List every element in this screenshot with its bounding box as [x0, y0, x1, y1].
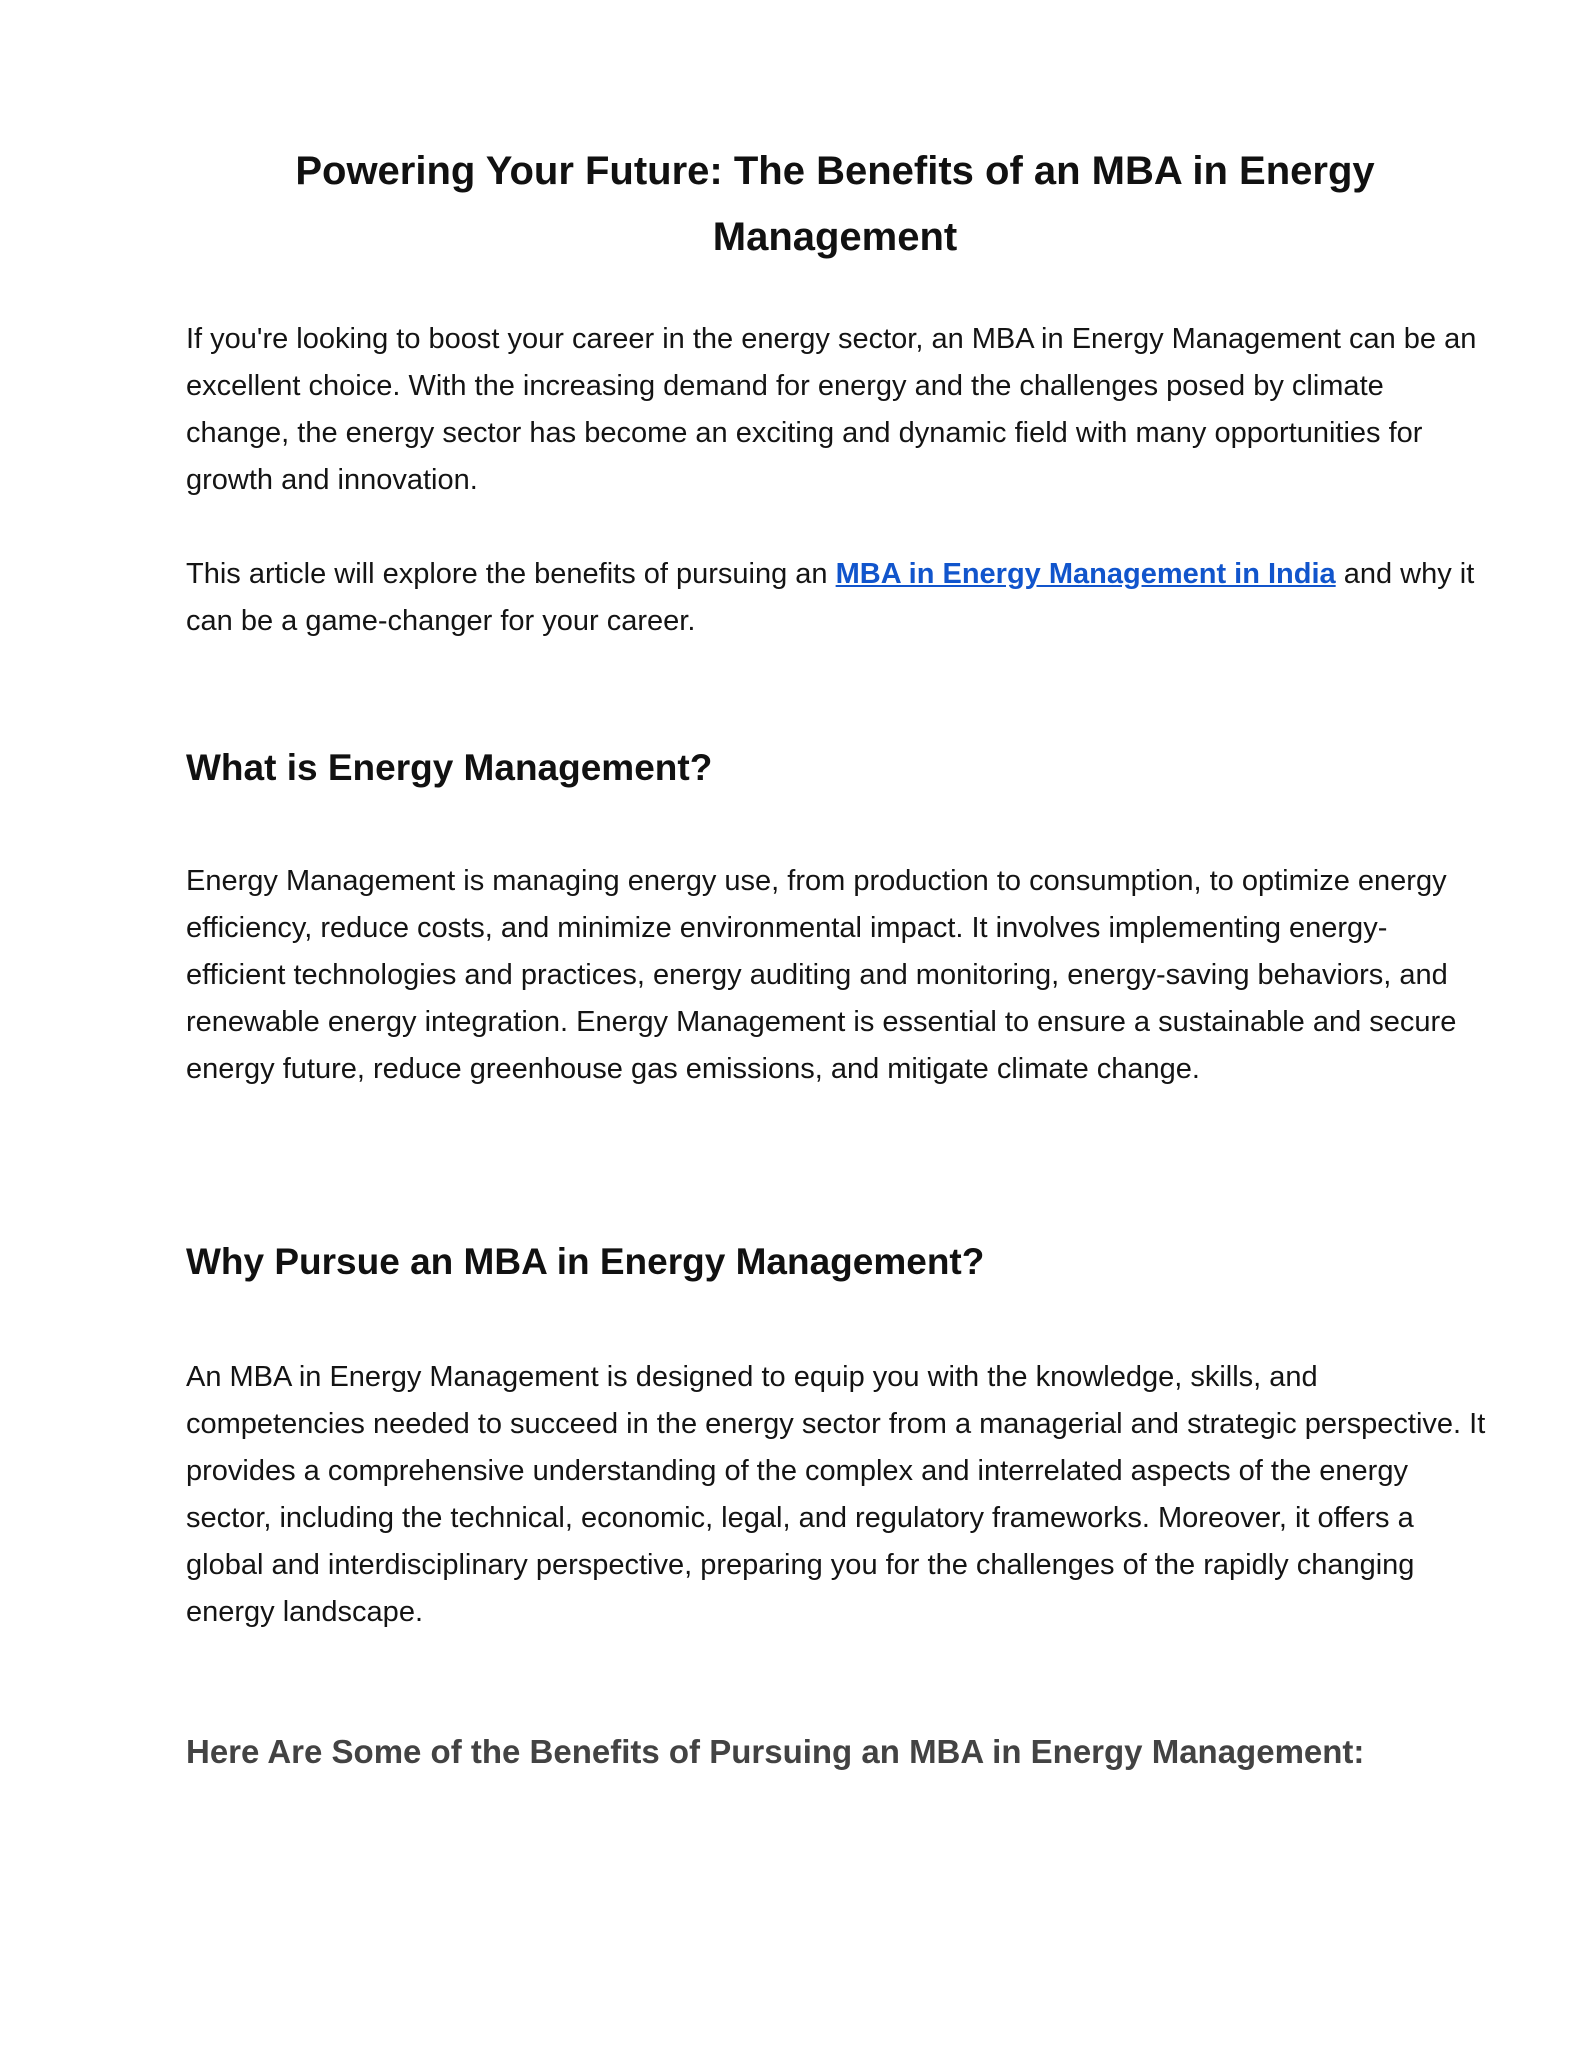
benefits-heading: Here Are Some of the Benefits of Pursuing an MBA in Energy Management: — [186, 1733, 1365, 1770]
what-is-energy-management-heading: What is Energy Management? — [186, 747, 713, 788]
document-title: Powering Your Future: The Benefits of an MBA in Energy Management — [295, 149, 1375, 259]
why-pursue-mba-heading: Why Pursue an MBA in Energy Management? — [186, 1241, 985, 1282]
explore-text-after-link: and why it can be a game-changer for your career. — [186, 558, 1475, 637]
mba-energy-management-india-link[interactable]: MBA in Energy Management in India — [835, 558, 1336, 590]
intro-paragraph: If you're looking to boost your career in the energy sector, an MBA in Energy Management can be an excellent choice. With the increasing demand for energy and the challenges posed by climate change, the energy sector has become an exciting and dynamic field with many opportunities for growth and innovation. — [186, 323, 1477, 496]
explore-paragraph — [186, 551, 1486, 645]
energy-management-definition-paragraph: Energy Management is managing energy use, from production to consumption, to optimize energy efficiency, reduce costs, and minimize environmental impact. It involves implementing energy-efficient technologies and practices, energy auditing and monitoring, energy-saving behaviors, and renewable energy integration. Energy Management is essential to ensure a sustainable and secure energy future, reduce greenhouse gas emissions, and mitigate climate change. — [186, 865, 1457, 1085]
explore-text-before-link: This article will explore the benefits of pursuing an — [186, 558, 836, 590]
why-pursue-mba-paragraph: An MBA in Energy Management is designed to equip you with the knowledge, skills, and competencies needed to succeed in the energy sector from a managerial and strategic perspective. It provides a comprehensive understanding of the complex and interrelated aspects of the energy sector, including the technical, economic, legal, and regulatory frameworks. Moreover, it offers a global and interdisciplinary perspective, preparing you for the challenges of the rapidly changing energy landscape. — [186, 1361, 1486, 1628]
